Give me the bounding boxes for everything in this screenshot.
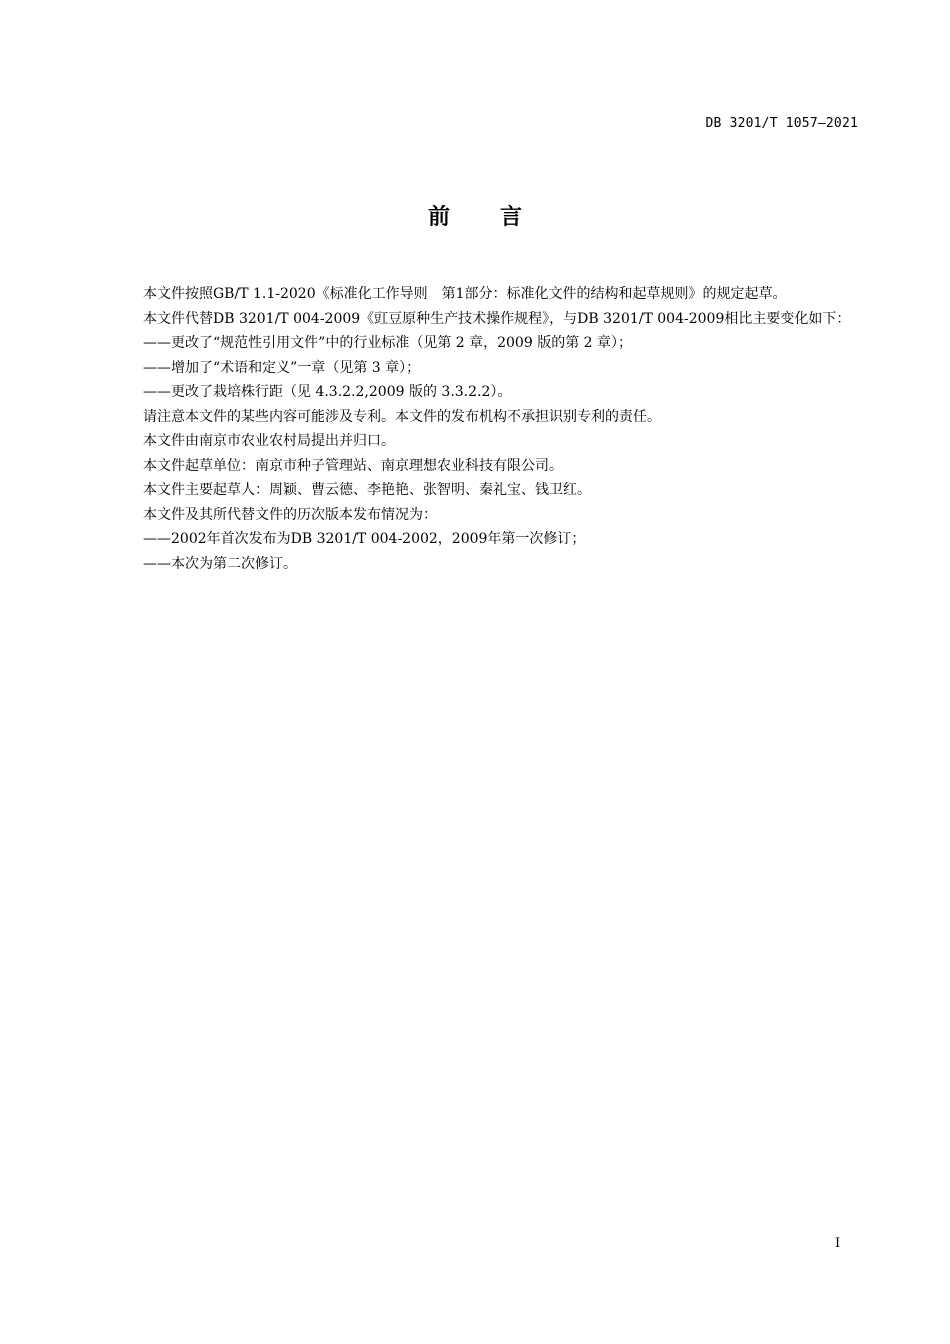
page-title: 前言 [427,205,572,230]
document-body [115,282,860,576]
paragraph: ——增加了“术语和定义”一章（见第 3 章）； [143,359,421,376]
paragraph: 本文件代替DB 3201/T 004-2009《豇豆原种生产技术操作规程》，与DB 3201/T 004-2009相比主要变化如下： [143,310,851,327]
paragraph: 本文件起草单位：南京市种子管理站、南京理想农业科技有限公司。 [143,457,563,474]
document-code: DB 3201/T 1057—2021 [705,116,858,131]
paragraph: 本文件由南京市农业农村局提出并归口。 [143,433,395,449]
paragraph: 本文件按照GB/T 1.1-2020《标准化工作导则 第1部分：标准化文件的结构和起草规则》的规定起草。 [143,286,787,302]
paragraph: ——2002年首次发布为DB 3201/T 004-2002，2009年第一次修订； [143,531,586,547]
paragraph: 本文件及其所代替文件的历次版本发布情况为： [143,506,437,523]
paragraph: ——更改了栽培株行距（见 4.3.2.2,2009 版的 3.3.2.2）。 [143,384,512,400]
paragraph: ——更改了“规范性引用文件”中的行业标准（见第 2 章，2009 版的第 2 章）； [143,335,633,351]
paragraph: 本文件主要起草人：周颖、曹云德、李艳艳、张智明、秦礼宝、钱卫红。 [143,482,591,498]
page-number: I [835,1236,841,1251]
paragraph: 请注意本文件的某些内容可能涉及专利。本文件的发布机构不承担识别专利的责任。 [143,408,661,425]
paragraph: ——本次为第二次修订。 [143,555,297,572]
